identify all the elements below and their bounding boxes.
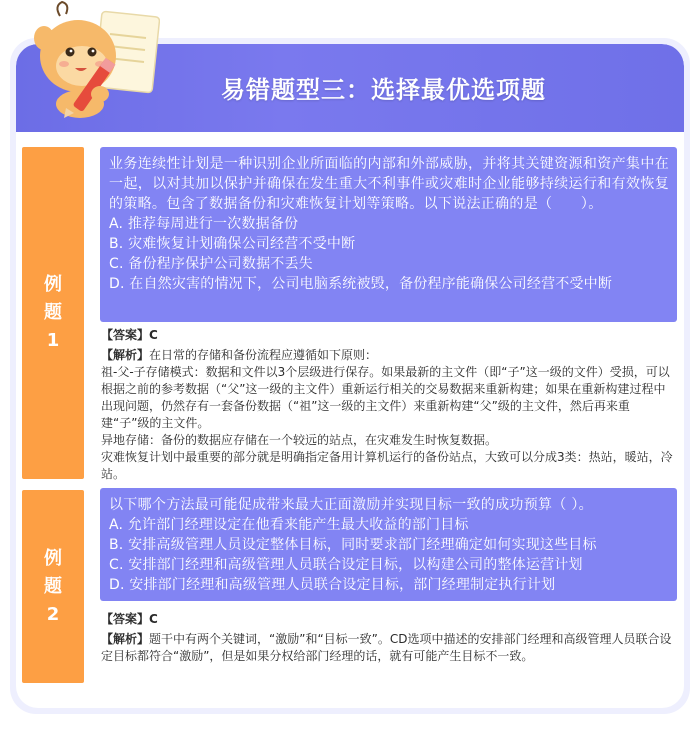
example-2-option-d: D. 安排部门经理和高级管理人员联合设定目标，部门经理制定执行计划 — [109, 577, 556, 593]
example-2-analysis-line-1: 题干中有两个关键词，“激励”和“目标一致”。CD选项中描述的安排部门经理和高级管理人员联合设定目标都符合“激励”，但是如果分权给部门经理的话，就有可能产生目标不一致。 — [101, 632, 672, 663]
example-1-answer-label: 【答案】 — [101, 328, 150, 342]
example-2-analysis-label: 【解析】 — [101, 632, 150, 646]
example-1-option-c: C. 备份程序保护公司数据不丢失 — [109, 256, 313, 272]
example-1-analysis-line-2: 祖-父-子存储模式：数据和文件以3个层级进行保存。如果最新的主文件（即“子”这一级的文件）受损，可以根据之前的参考数据（“父”这一级的主文件）重新运行相关的交易数据来重新构建；如果在重新构建过程中出现问题，仍然存有一套备份数据（“祖”这一级的主文件）来重新构建“父”级的主文件，然后再来重建“子”级的主文件。 — [101, 365, 670, 430]
example-2-tab — [22, 490, 84, 683]
example-1-option-a: A. 推荐每周进行一次数据备份 — [109, 216, 299, 232]
example-1-option-b: B. 灾难恢复计划确保公司经营不受中断 — [109, 236, 356, 252]
example-1-analysis-line-3: 异地存储：备份的数据应存储在一个较远的站点，在灾难发生时恢复数据。 — [101, 433, 498, 447]
example-2-answer-block — [101, 611, 676, 665]
example-2-option-b: B. 安排高级管理人员设定整体目标，同时要求部门经理确定如何实现这些目标 — [109, 537, 597, 553]
page-title: 易错题型三：选择最优选项题 — [221, 76, 546, 104]
example-1-tab-char-2: 题 — [44, 302, 62, 323]
example-2-answer: C — [149, 612, 158, 626]
example-2-question-box — [100, 488, 677, 601]
example-1-tab-char-1: 例 — [44, 274, 62, 295]
example-1-analysis-label: 【解析】 — [101, 348, 150, 362]
example-2-tab-char-3: 2 — [46, 603, 60, 625]
example-1-analysis-line-1: 在日常的存储和备份流程应遵循如下原则： — [149, 348, 378, 362]
example-1-tab-char-3: 1 — [46, 330, 60, 351]
example-2-option-c: C. 安排部门经理和高级管理人员联合设定目标，以构建公司的整体运营计划 — [109, 557, 583, 573]
example-1-question: 业务连续性计划是一种识别企业所面临的内部和外部威胁，并将其关键资源和资产集中在一起，以对其加以保护并确保在发生重大不利事件或灾难时企业能够持续运行和有效恢复的策略。包含了数据备份和灾难恢复计划等策略。以下说法正确的是（ ）。 — [109, 156, 669, 212]
example-2-option-a: A. 允许部门经理设定在他看来能产生最大收益的部门目标 — [109, 517, 469, 533]
example-1-tab — [22, 147, 84, 479]
example-1-question-box — [100, 147, 677, 322]
example-2-tab-char-2: 题 — [44, 575, 62, 597]
example-1-analysis-line-4: 灾难恢复计划中最重要的部分就是明确指定备用计算机运行的备份站点，大致可以分成3类：热站，暖站，冷站。 — [101, 450, 673, 481]
example-1-answer: C — [149, 328, 158, 342]
example-1-answer-block — [101, 327, 676, 483]
example-1-option-d: D. 在自然灾害的情况下，公司电脑系统被毁，备份程序能确保公司经营不受中断 — [109, 276, 613, 292]
example-2-question: 以下哪个方法最可能促成带来最大正面激励并实现目标一致的成功预算（ ）。 — [109, 497, 593, 513]
mascot-with-pencil-icon — [30, 0, 160, 120]
example-2-tab-char-1: 例 — [44, 547, 62, 569]
example-2-answer-label: 【答案】 — [101, 612, 150, 626]
